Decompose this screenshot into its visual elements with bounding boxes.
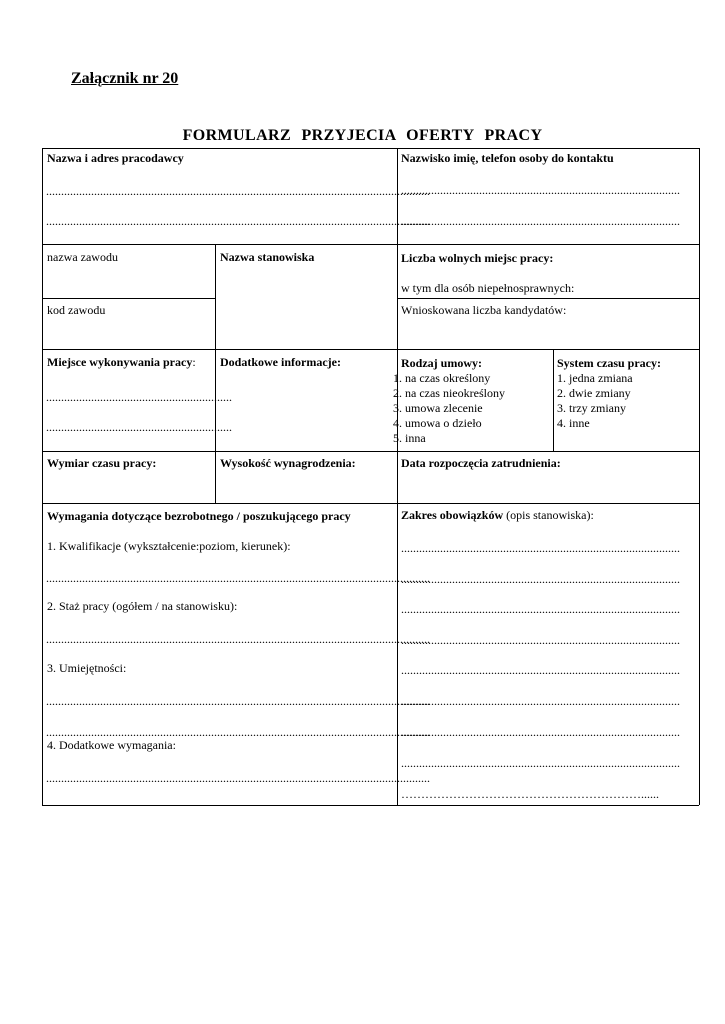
qualifications-dots-line: ................................................................................................................................ [46,571,430,585]
duties-label-bold: Zakres obowiązków [401,508,504,522]
contract-option: 5. inna [393,431,426,445]
duties-dots-line: ............................................................................................. [401,663,680,677]
experience-label: 2. Staż pracy (ogółem / na stanowisku): [47,599,238,613]
shift-system-label: System czasu pracy: [557,356,661,370]
working-time-label: Wymiar czasu pracy: [47,456,157,470]
duties-dots-line: ............................................................................................. [401,633,680,647]
profession-code-label: kod zawodu [47,303,106,317]
vacancies-label: Liczba wolnych miejsc pracy: [401,251,554,265]
duties-final-line: ……………………………………………………...... [401,787,659,801]
contract-option: 1. na czas określony [393,371,491,385]
requirements-label: Wymagania dotyczące bezrobotnego / poszukującego pracy [47,509,351,523]
contract-option: 4. umowa o dzieło [393,416,482,430]
vacancies-disabled-label: w tym dla osób niepełnosprawnych: [401,281,575,295]
table-border-top [42,148,699,149]
contact-label: Nazwisko imię, telefon osoby do kontaktu [401,151,614,165]
shift-option: 4. inne [557,416,590,430]
contract-type-label: Rodzaj umowy: [401,356,482,370]
duties-dots-line: ............................................................................................. [401,602,680,616]
column-divider [553,349,554,451]
duties-dots-line: ............................................................................................. [401,756,680,770]
candidates-label: Wnioskowana liczba kandydatów: [401,303,567,317]
workplace-label-colon: : [192,355,196,369]
contract-option: 2. na czas nieokreślony [393,386,505,400]
skills-label: 3. Umiejętności: [47,661,127,675]
workplace-dots-line: .............................................................. [46,390,232,404]
contract-options [393,371,551,450]
employer-dots-line: ................................................................................................................................ [46,214,430,228]
contact-dots-line: ............................................................................................. [401,214,680,228]
workplace-label [47,355,196,370]
table-border-left [42,148,43,805]
shift-option: 2. dwie zmiany [557,386,631,400]
qualifications-label: 1. Kwalifikacje (wykształcenie:poziom, kierunek): [47,539,291,553]
row-divider [42,503,699,504]
row-divider [42,244,699,245]
contact-dots-line: ............................................................................................. [401,183,680,197]
form-title: FORMULARZ PRZYJECIA OFERTY PRACY [182,127,543,144]
table-border-right [699,148,700,805]
additional-requirements-dots-line: ................................................................................................................................ [46,771,430,785]
position-name-label: Nazwa stanowiska [220,250,315,264]
additional-requirements-label: 4. Dodatkowe wymagania: [47,738,176,752]
salary-label: Wysokość wynagrodzenia: [220,456,356,470]
duties-dots-line: ............................................................................................. [401,572,680,586]
workplace-label-text: Miejsce wykonywania pracy [47,355,193,369]
employer-label: Nazwa i adres pracodawcy [47,151,184,165]
annex-number: Załącznik nr 20 [71,70,179,87]
duties-dots-line: ............................................................................................. [401,541,680,555]
experience-dots-line: ................................................................................................................................ [46,632,430,646]
additional-info-label: Dodatkowe informacje: [220,355,341,369]
duties-label-rest: (opis stanowiska): [503,508,594,522]
table-border-bottom [42,805,699,806]
duties-label [401,508,594,523]
row-divider [397,298,699,299]
duties-dots-line: ............................................................................................. [401,725,680,739]
contract-option: 3. umowa zlecenie [393,401,483,415]
row-divider [42,451,699,452]
duties-dots-line: ............................................................................................. [401,694,680,708]
skills-dots-line: ................................................................................................................................ [46,694,430,708]
skills-dots-line: ................................................................................................................................ [46,725,430,739]
employer-dots-line: ................................................................................................................................ [46,184,430,198]
row-divider [42,298,215,299]
profession-name-label: nazwa zawodu [47,250,118,264]
start-date-label: Data rozpoczęcia zatrudnienia: [401,456,561,470]
shift-option: 1. jedna zmiana [557,371,633,385]
workplace-dots-line: .............................................................. [46,420,232,434]
column-divider [215,244,216,503]
shift-option: 3. trzy zmiany [557,401,626,415]
row-divider [42,349,699,350]
